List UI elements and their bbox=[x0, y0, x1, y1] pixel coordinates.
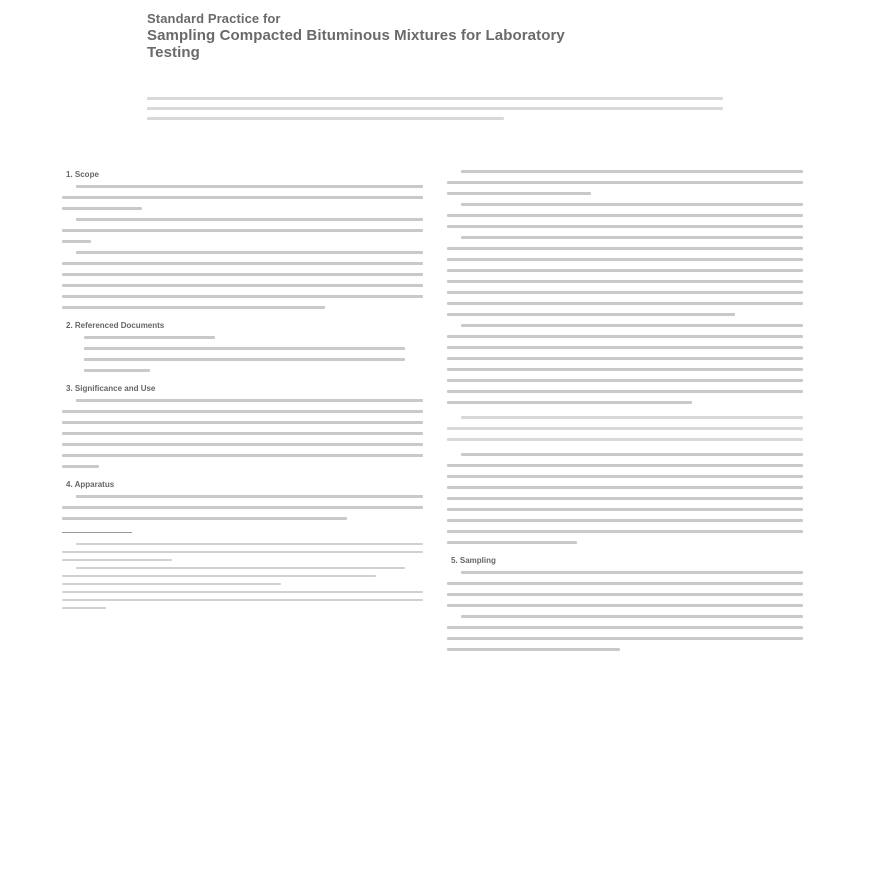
footnotes bbox=[62, 543, 427, 609]
paragraph bbox=[62, 495, 427, 520]
section-significance bbox=[62, 384, 427, 468]
paragraph bbox=[62, 185, 427, 309]
section-referenced-documents bbox=[62, 321, 427, 372]
section-sampling bbox=[447, 556, 807, 651]
paragraph bbox=[447, 453, 807, 544]
section-scope bbox=[62, 170, 427, 309]
paragraph bbox=[62, 399, 427, 468]
title-line-1: Standard Practice for bbox=[147, 11, 281, 26]
apparatus-continued bbox=[447, 170, 807, 404]
footnote-rule bbox=[62, 532, 132, 533]
right-column bbox=[447, 170, 807, 663]
title-line-2: Sampling Compacted Bituminous Mixtures for Laboratory bbox=[147, 27, 565, 44]
section-heading: 1. Scope bbox=[66, 170, 99, 179]
apparatus-continued-2 bbox=[447, 453, 807, 544]
left-column bbox=[62, 170, 427, 615]
section-heading: 3. Significance and Use bbox=[66, 384, 156, 393]
reference-list bbox=[62, 336, 427, 372]
note bbox=[447, 416, 807, 441]
section-heading: 5. Sampling bbox=[451, 556, 496, 565]
paragraph bbox=[447, 571, 807, 651]
abstract-paragraph bbox=[147, 97, 723, 127]
note-paragraph bbox=[447, 416, 807, 441]
section-heading: 2. Referenced Documents bbox=[66, 321, 165, 330]
section-heading: 4. Apparatus bbox=[66, 480, 115, 489]
document-title bbox=[147, 10, 747, 61]
section-apparatus bbox=[62, 480, 427, 520]
title-line-3: Testing bbox=[147, 44, 200, 61]
paragraph bbox=[447, 170, 807, 404]
